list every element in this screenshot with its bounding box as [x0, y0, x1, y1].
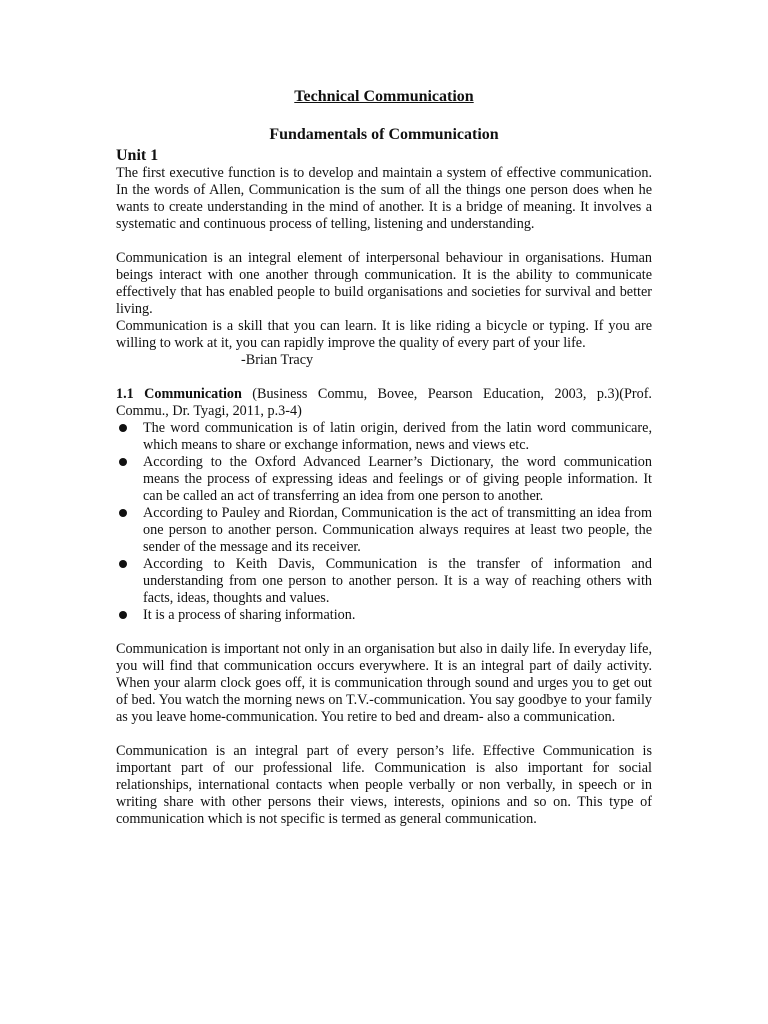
document-title: Technical Communication	[294, 88, 474, 105]
paragraph-daily-life: Communication is important not only in an organisation but also in daily life. In everyday life, you will find that communication occurs everywhere. It is an integral part of daily activity. When your alarm clock goes off, it is communication through sound and urges you to get out of bed. You watch the morning news on T.V.-communication. You say goodbye to your family as you leave home-communication. You retire to bed and dream- also a communication.	[116, 641, 653, 725]
bullet-icon	[119, 509, 127, 517]
definition-list	[116, 420, 652, 624]
section-heading: 1.1 Communication	[116, 386, 242, 402]
bullet-icon	[119, 458, 127, 466]
list-item	[116, 420, 652, 454]
paragraph-spacer	[116, 233, 652, 250]
list-item-text: It is a process of sharing information.	[143, 607, 356, 623]
paragraph-spacer	[116, 624, 652, 641]
paragraph-quote: Communication is a skill that you can learn. It is like riding a bicycle or typing. If you are willing to work at it, you can rapidly improve the quality of every part of your life.	[116, 318, 652, 351]
document-subtitle: Fundamentals of Communication	[269, 126, 499, 143]
paragraph-intro: The first executive function is to develop and maintain a system of effective communication. In the words of Allen, Communication is the sum of all the things one person does when he wants to create understanding in the mind of another. It is a bridge of meaning. It involves a systematic and continuous process of telling, listening and understanding.	[116, 165, 652, 232]
paragraph-spacer	[116, 369, 652, 386]
list-item-text: According to Keith Davis, Communication is the transfer of information and understanding from one person to another person. It is a way of reaching others with facts, ideas, thoughts and values.	[143, 556, 652, 606]
bullet-icon	[119, 611, 127, 619]
paragraph-spacer	[116, 726, 652, 743]
list-item-text: According to Pauley and Riordan, Communication is the act of transmitting an idea from one person to another person. Communication always requires at least two people, the sender of the message and its receiver.	[143, 505, 652, 555]
bullet-icon	[119, 560, 127, 568]
document-page	[116, 86, 652, 828]
list-item	[116, 556, 652, 607]
list-item-text: According to the Oxford Advanced Learner’s Dictionary, the word communication means the process of expressing ideas and feelings or of giving people information. It can be called an act of transferring an idea from one person to another.	[143, 454, 652, 504]
bullet-icon	[119, 424, 127, 432]
list-item	[116, 607, 652, 624]
paragraph-interpersonal: Communication is an integral element of interpersonal behaviour in organisations. Human beings interact with one another through communication. It is the ability to communicate effectively that has enabled people to build organisations and societies for survival and better living.	[116, 250, 652, 317]
section-heading-line	[116, 386, 652, 420]
list-item	[116, 454, 652, 505]
quote-author: -Brian Tracy	[241, 352, 314, 368]
section-citation: (Business Commu, Bovee, Pearson Education, 2003, p.3)(Prof. Commu., Dr. Tyagi, 2011, p.3-4)	[116, 386, 652, 419]
list-item-text: The word communication is of latin origin, derived from the latin word communicare, which means to share or exchange information, news and views etc.	[143, 420, 652, 453]
unit-heading: Unit 1	[116, 147, 159, 164]
paragraph-professional-life: Communication is an integral part of every person’s life. Effective Communication is important part of our professional life. Communication is also important for social relationships, international contacts when people verbally or non verbally, in speech or in writing share with other persons their views, interests, opinions and so on. This type of communication which is not specific is termed as general communication.	[116, 743, 652, 827]
list-item	[116, 505, 652, 556]
